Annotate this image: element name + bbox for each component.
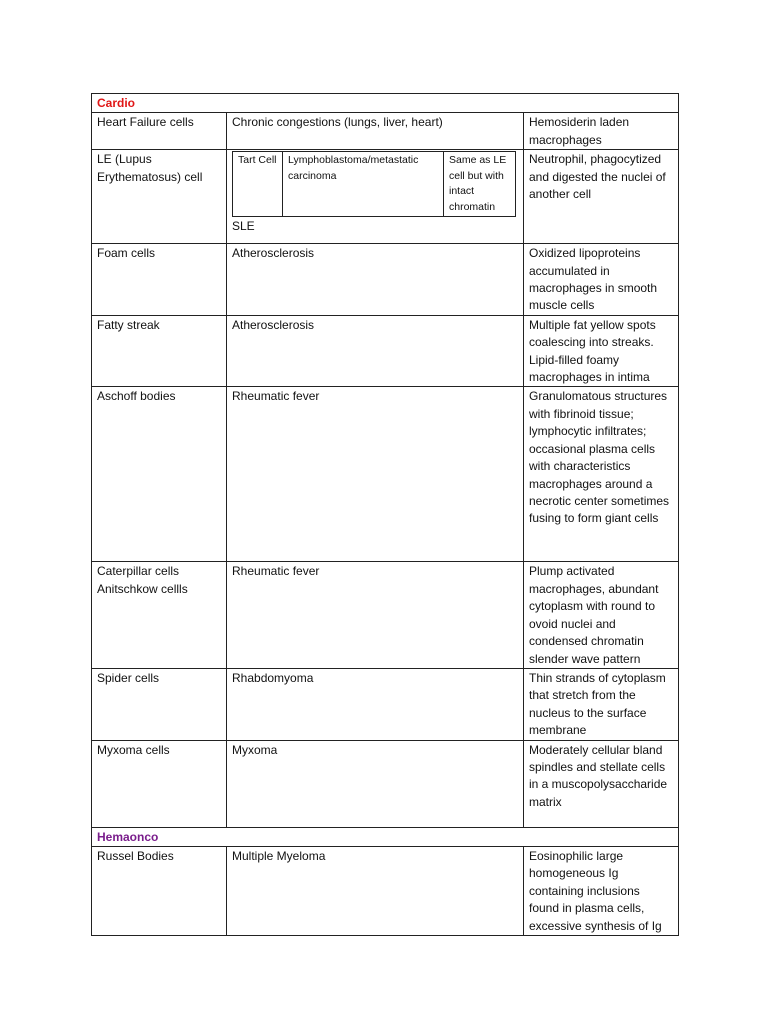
- nested-cell-same-as-le: Same as LE cell but with intact chromatin: [444, 152, 516, 217]
- table-row: [92, 740, 679, 827]
- section-row-hemaonco: [92, 827, 679, 846]
- disease-cell: Chronic congestions (lungs, liver, heart): [227, 113, 524, 150]
- term-cell: LE (Lupus Erythematosus) cell: [92, 150, 227, 244]
- section-heading-hemaonco: Hemaonco: [92, 827, 679, 846]
- nested-cell-lymphoblastoma: Lymphoblastoma/metastatic carcinoma: [283, 152, 444, 217]
- disease-cell: [227, 150, 524, 244]
- nested-cell-tart-cell: Tart Cell: [233, 152, 283, 217]
- description-cell: Plump activated macrophages, abundant cytoplasm with round to ovoid nuclei and condensed chromatin slender wave pattern: [524, 562, 679, 668]
- description-cell: Granulomatous structures with fibrinoid tissue; lymphocytic infiltrates; occasional plasma cells with characteristics macrophages around a necrotic center sometimes fusing to form giant cells: [524, 387, 679, 562]
- table-row: [92, 244, 679, 316]
- description-cell: Neutrophil, phagocytized and digested the nuclei of another cell: [524, 150, 679, 244]
- disease-cell: Rhabdomyoma: [227, 668, 524, 740]
- term-cell: Heart Failure cells: [92, 113, 227, 150]
- nested-table-row: [233, 152, 516, 217]
- description-cell: Multiple fat yellow spots coalescing into streaks. Lipid-filled foamy macrophages in intima: [524, 315, 679, 387]
- pathology-table: [91, 93, 679, 936]
- table-row: [92, 315, 679, 387]
- term-line: Caterpillar cells: [97, 564, 180, 579]
- disease-cell: Rheumatic fever: [227, 387, 524, 562]
- term-line: Anitschkow cellls: [97, 581, 188, 596]
- disease-cell: Rheumatic fever: [227, 562, 524, 668]
- nested-table: [232, 151, 516, 217]
- disease-cell: Atherosclerosis: [227, 315, 524, 387]
- description-cell: Eosinophilic large homogeneous Ig containing inclusions found in plasma cells, excessive synthesis of Ig: [524, 846, 679, 935]
- table-row: [92, 668, 679, 740]
- term-cell: Spider cells: [92, 668, 227, 740]
- description-cell: Oxidized lipoproteins accumulated in macrophages in smooth muscle cells: [524, 244, 679, 316]
- disease-label-sle: SLE: [232, 219, 255, 234]
- table-row: [92, 387, 679, 562]
- section-heading-cardio: Cardio: [92, 94, 679, 113]
- table-row: [92, 846, 679, 935]
- table-row: [92, 150, 679, 244]
- table-row: [92, 113, 679, 150]
- term-cell: Foam cells: [92, 244, 227, 316]
- description-cell: Thin strands of cytoplasm that stretch from the nucleus to the surface membrane: [524, 668, 679, 740]
- description-cell: Moderately cellular bland spindles and stellate cells in a muscopolysaccharide matrix: [524, 740, 679, 827]
- disease-cell: Myxoma: [227, 740, 524, 827]
- disease-cell: Multiple Myeloma: [227, 846, 524, 935]
- term-cell: Fatty streak: [92, 315, 227, 387]
- term-cell: Russel Bodies: [92, 846, 227, 935]
- term-cell: [92, 562, 227, 668]
- term-cell: Aschoff bodies: [92, 387, 227, 562]
- section-row-cardio: [92, 94, 679, 113]
- term-cell: Myxoma cells: [92, 740, 227, 827]
- disease-cell: Atherosclerosis: [227, 244, 524, 316]
- table-row: [92, 562, 679, 668]
- description-cell: Hemosiderin laden macrophages: [524, 113, 679, 150]
